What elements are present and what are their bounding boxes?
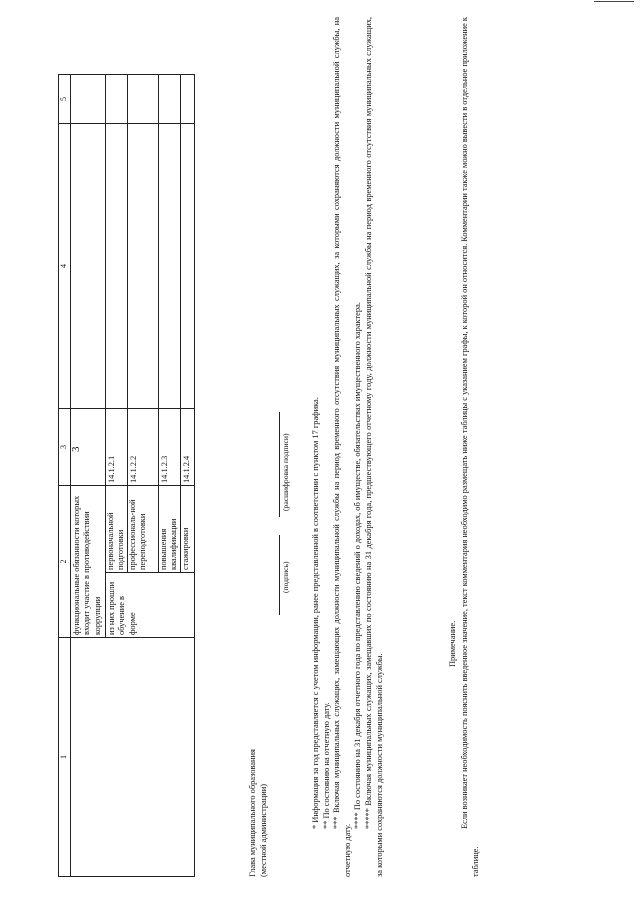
table-header-row (59, 75, 71, 877)
row-label-main: функциональные обязанности которых входит участие в противодействии коррупции (70, 486, 105, 638)
footnote-item: ***** Включая муниципальных служащих, замещавших по состоянию на 31 декабря года, предшествующего отчетному году, должности муниципальной службы на период временного отсутствия муниципальных служащих, за которыми сохраняются должности муниципальной службы. (363, 17, 384, 877)
table-cell (70, 638, 194, 877)
table-cell (70, 75, 105, 124)
table-cell (158, 124, 180, 409)
footnote-item: *** Включая муниципальных служащих, замещающих должности муниципальной службы на период временного отсутствия муниципальных служащих, за которыми сохраняются должности муниципальной службы, на отчетную дату. (332, 17, 352, 877)
header-col-3: 3 (59, 409, 71, 486)
sub-row-label: повышения квалификации (158, 486, 180, 573)
table-row (70, 75, 105, 877)
footnote-item: ** По состоянию на отчетную дату. (321, 702, 331, 829)
signature-subtitle: (местной администрации) (259, 784, 268, 877)
table-cell (127, 75, 158, 124)
page-number: 3 (70, 446, 82, 452)
table-cell (105, 75, 127, 124)
signature-title: Глава муниципального образования (248, 749, 257, 877)
page-edge-mark (594, 1, 634, 4)
row-group-label: из них прошли обучение в форме (105, 573, 194, 638)
table-cell (180, 75, 194, 124)
header-col-2: 2 (59, 486, 71, 638)
table-cell (105, 124, 127, 409)
header-col-4: 4 (59, 124, 71, 409)
report-table (58, 74, 195, 877)
signature-caption: (подпись) (281, 561, 290, 593)
rotated-page-content (58, 17, 613, 877)
table-cell (127, 124, 158, 409)
footnotes (311, 17, 385, 877)
signature-line (279, 535, 280, 615)
footnote-item: * Информация за год представляется с учетом информации, ранее представленной в соответствии с пунктом 17 графика. (311, 397, 320, 829)
decode-line (279, 412, 280, 517)
sub-row-code: 14.1.2.2 (127, 409, 158, 486)
sub-row-label: стажировки (180, 486, 194, 573)
decode-caption: (расшифровка подписи) (281, 433, 290, 511)
sub-row-label: первоначальной подготовки (105, 486, 127, 573)
footnote-item: **** По состоянию на 31 декабря отчетного года по представлению сведений о доходах, об имуществе, обязательствах имущественного характера. (353, 302, 363, 829)
header-col-5: 5 (59, 75, 71, 124)
sub-row-code: 14.1.2.1 (105, 409, 127, 486)
table-cell (158, 75, 180, 124)
sub-row-code: 14.1.2.3 (158, 409, 180, 486)
remark-text: Если возникает необходимость пояснить введенное значение, текст комментария необходимо размещать ниже таблицы с указанием графы, к которой он относится. Комментарии также можно вывести в отдельное приложение к таблице. (460, 17, 480, 877)
remark-body (460, 17, 481, 877)
table-cell (70, 409, 105, 486)
header-col-1: 1 (59, 638, 71, 877)
sub-row-label: профессиональ-ной переподготовки (127, 486, 158, 573)
remark-title: Примечание. (448, 620, 457, 667)
table-cell (70, 124, 105, 409)
table-cell (180, 124, 194, 409)
sub-row-code: 14.1.2.4 (180, 409, 194, 486)
